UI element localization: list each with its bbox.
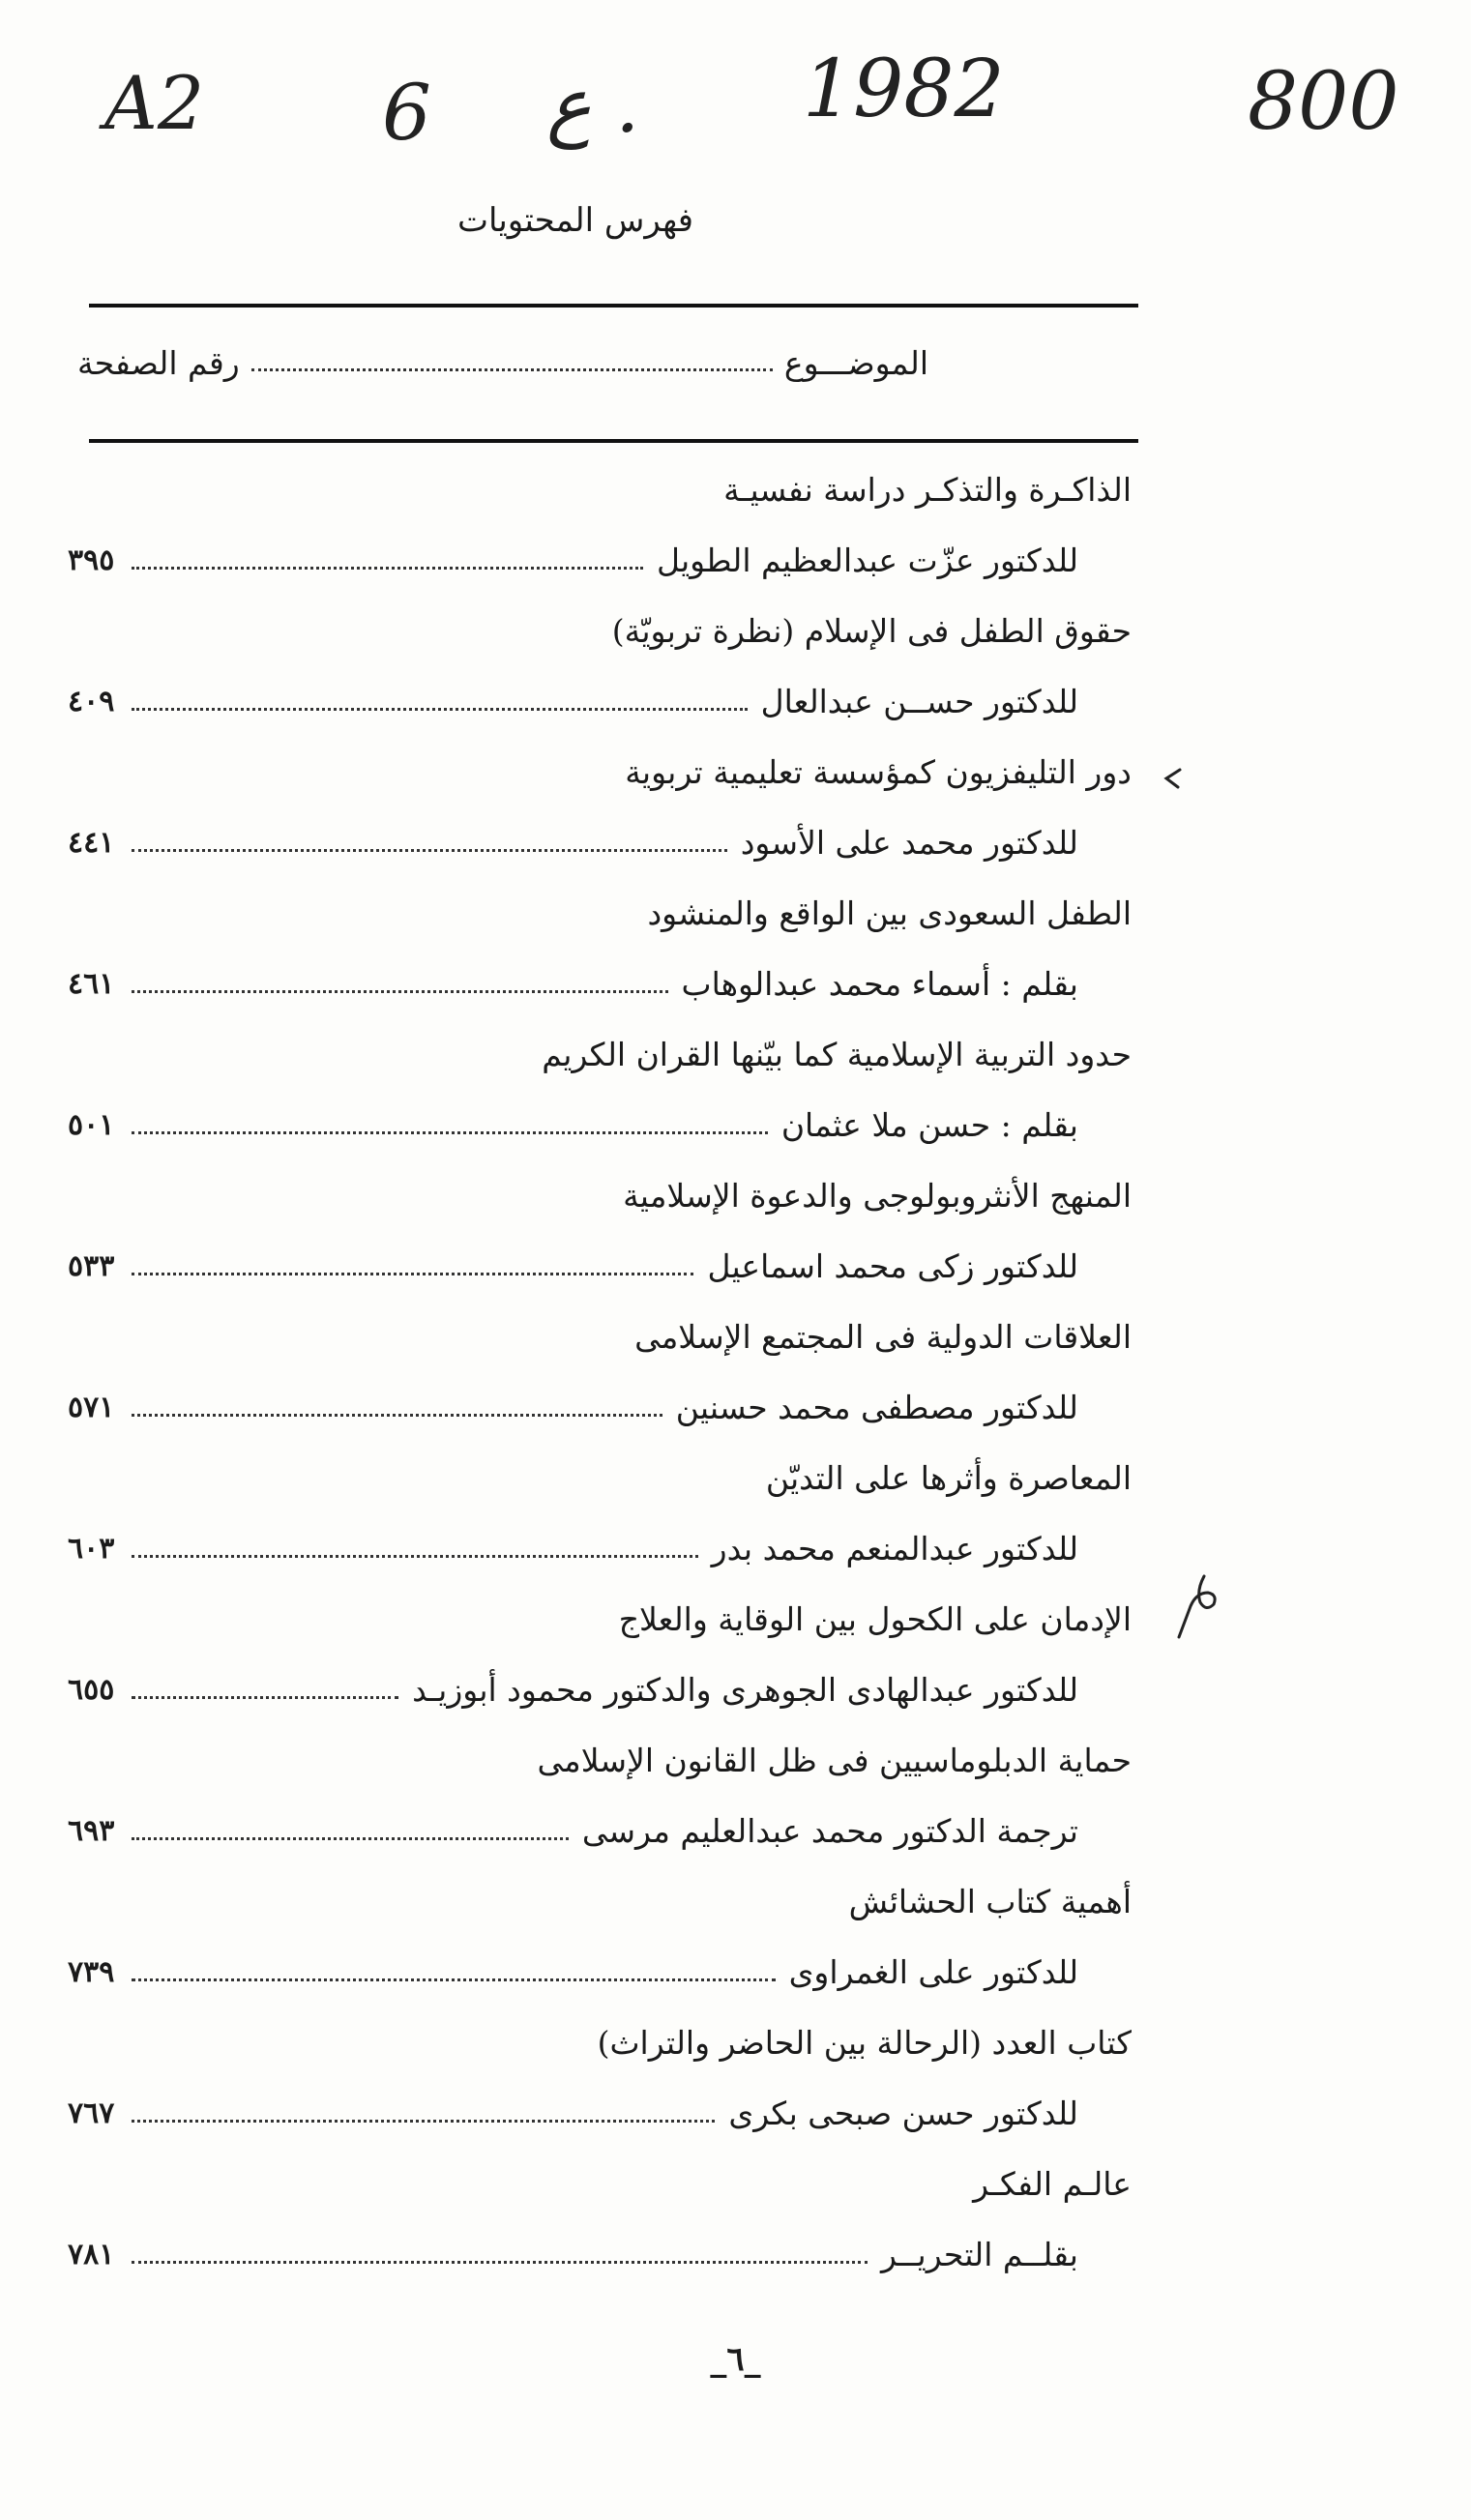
entry-author-row [68, 1937, 1132, 2007]
dot-leader [132, 1978, 775, 1981]
entry-author: بقلم : حسن ملا عثمان [780, 1106, 1078, 1144]
page-title: فهرس المحتويات [456, 201, 694, 240]
list-item [68, 2007, 1132, 2149]
list-item [68, 2149, 1132, 2290]
entry-author-row [68, 1231, 1132, 1302]
entry-page: ٤٦١ [68, 967, 115, 1001]
list-item [68, 1443, 1132, 1584]
margin-handwritten-mark [1175, 1571, 1223, 1644]
entry-topic: الإدمان على الكحول بين الوقاية والعلاج [618, 1600, 1132, 1638]
subject-header: الموضـــوع [783, 343, 928, 382]
column-header [77, 338, 928, 387]
entry-author: للدكتور زكى محمد اسماعيل [707, 1247, 1078, 1285]
list-item [68, 1725, 1132, 1866]
entry-page: ٦٥٥ [68, 1673, 115, 1707]
page-number: _٦_ [710, 2340, 761, 2379]
entry-topic: الذاكـرة والتذكـر دراسة نفسيـة [723, 471, 1132, 509]
entry-author: للدكتور حسن صبحى بكرى [728, 2095, 1078, 2132]
entry-page: ٥٧١ [68, 1391, 115, 1424]
entry-author: للدكتور حســن عبدالعال [760, 683, 1078, 720]
entry-author: للدكتور عبدالهادى الجوهرى والدكتور محمود أبوزيـد [412, 1671, 1078, 1709]
entry-author: للدكتور محمد على الأسود [740, 824, 1078, 862]
list-item [68, 1160, 1132, 1302]
handwritten-6: 6 [382, 68, 431, 158]
entry-page: ٤٤١ [68, 826, 115, 860]
list-item [68, 1866, 1132, 2007]
dot-leader [132, 2261, 868, 2264]
entry-author: للدكتور مصطفى محمد حسنين [675, 1389, 1078, 1426]
list-item [68, 1019, 1132, 1160]
entry-topic: المعاصرة وأثرها على التديّن [765, 1459, 1132, 1497]
entry-author-row [68, 1372, 1132, 1443]
entry-author: بقلم : أسماء محمد عبدالوهاب [681, 965, 1078, 1003]
entry-page: ٥٠١ [68, 1108, 115, 1142]
dot-leader [132, 1555, 697, 1558]
entry-topic: العلاقات الدولية فى المجتمع الإسلامى [634, 1318, 1132, 1356]
entry-page: ٣٩٥ [68, 543, 115, 577]
entry-topic: حدود التربية الإسلامية كما بيّنها القران الكريم [542, 1036, 1132, 1073]
entry-author: بقلــم التحريــر [880, 2236, 1078, 2273]
entry-topic: أهمية كتاب الحشائش [848, 1883, 1132, 1920]
handwritten-year: 1982 [803, 44, 1005, 135]
contents-list [68, 454, 1132, 2290]
dot-leader [132, 990, 667, 993]
list-item [68, 596, 1132, 737]
entry-page: ٧٦٧ [68, 2096, 115, 2130]
handwritten-800: 800 [1248, 56, 1399, 148]
dot-leader [132, 1273, 693, 1275]
handwritten-ain: . ع [546, 63, 640, 150]
dot-leader [132, 1131, 767, 1134]
entry-page: ٦٩٣ [68, 1814, 115, 1848]
entry-author: للدكتور على الغمراوى [788, 1953, 1078, 1991]
list-item [68, 1302, 1132, 1443]
entry-author: ترجمة الدكتور محمد عبدالعليم مرسى [581, 1812, 1078, 1850]
page-number-header: رقم الصفحة [77, 343, 240, 382]
entry-author-row [68, 1090, 1132, 1160]
entry-topic: كتاب العدد (الرحالة بين الحاضر والتراث) [597, 2024, 1132, 2062]
dot-leader [132, 2120, 715, 2123]
entry-page: ٤٠٩ [68, 685, 115, 718]
entry-author-row [68, 666, 1132, 737]
entry-author-row [68, 949, 1132, 1019]
dot-leader [132, 708, 747, 711]
entry-topic: دور التليفزيون كمؤسسة تعليمية تربوية [625, 753, 1132, 791]
list-item [68, 737, 1132, 878]
entry-author: للدكتور عبدالمنعم محمد بدر [711, 1530, 1078, 1568]
entry-topic: الطفل السعودى بين الواقع والمنشود [647, 894, 1132, 932]
entry-page: ٧٨١ [68, 2238, 115, 2271]
entry-author-row [68, 1513, 1132, 1584]
header-dot-leader [251, 368, 773, 371]
entry-author-row [68, 1796, 1132, 1866]
entry-page: ٧٣٩ [68, 1955, 115, 1989]
dot-leader [132, 1837, 569, 1840]
entry-page: ٦٠٣ [68, 1532, 115, 1566]
entry-author-row [68, 2219, 1132, 2290]
entry-topic: المنهج الأنثروبولوجى والدعوة الإسلامية [623, 1177, 1132, 1215]
entry-author-row [68, 2078, 1132, 2149]
dot-leader [132, 567, 643, 570]
entry-author-row [68, 807, 1132, 878]
header-bottom-rule [89, 439, 1138, 443]
dot-leader [132, 1696, 398, 1699]
entry-topic: عالـم الفكـر [973, 2165, 1132, 2203]
entry-author-row [68, 525, 1132, 596]
entry-topic: حماية الدبلوماسيين فى ظل القانون الإسلامى [537, 1742, 1132, 1779]
list-item [68, 454, 1132, 596]
handwritten-a2: A2 [104, 60, 205, 146]
entry-topic: حقوق الطفل فى الإسلام (نظرة تربويّة) [611, 612, 1132, 650]
entry-page: ٥٣٣ [68, 1249, 115, 1283]
dot-leader [132, 849, 726, 852]
top-rule [89, 304, 1138, 308]
entry-author: للدكتور عزّت عبدالعظيم الطويل [656, 542, 1078, 579]
list-item [68, 878, 1132, 1019]
entry-author-row [68, 1655, 1132, 1725]
dot-leader [132, 1414, 662, 1417]
margin-tick-mark [1159, 764, 1188, 793]
list-item [68, 1584, 1132, 1725]
